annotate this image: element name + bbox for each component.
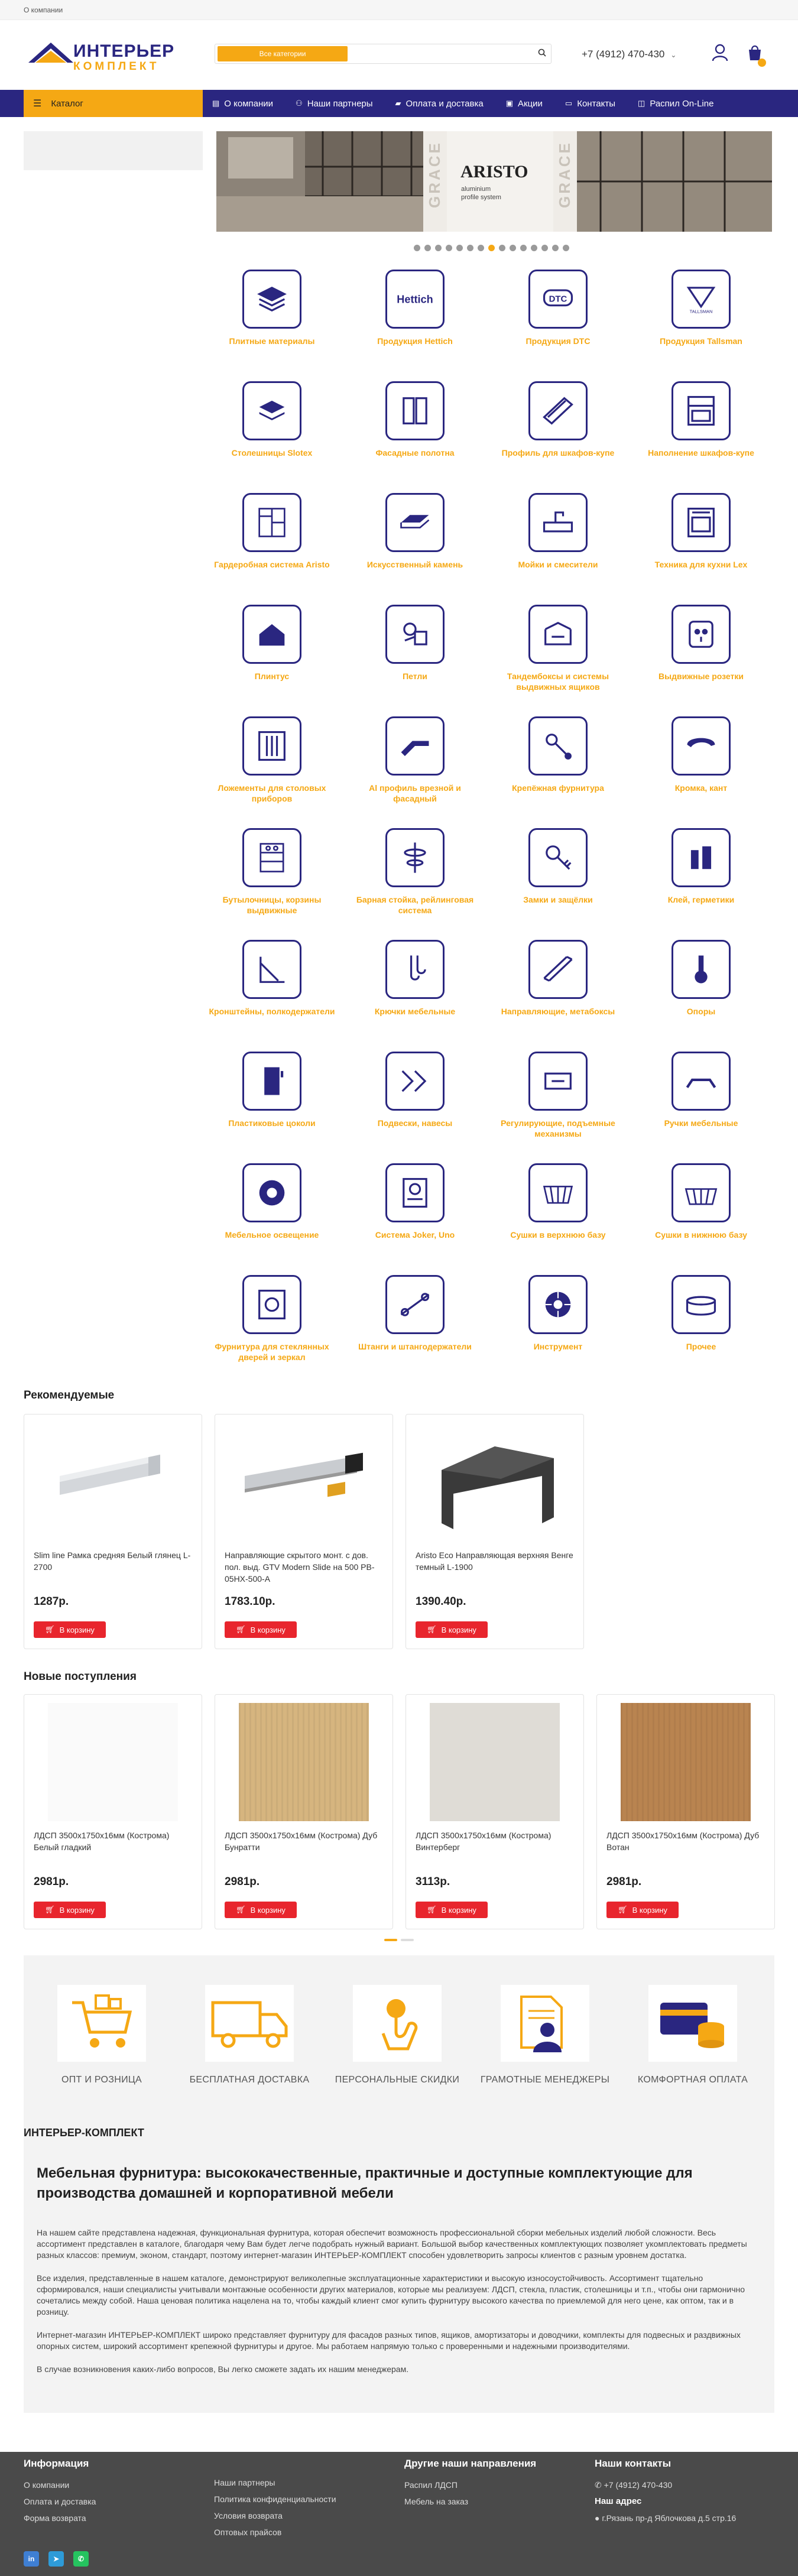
category-icon xyxy=(242,1275,301,1334)
advantage-icon xyxy=(648,1985,737,2062)
product-name[interactable]: ЛДСП 3500х1750х16мм (Кострома) Дуб Бунратти xyxy=(225,1831,378,1852)
slider-dot[interactable] xyxy=(456,245,463,251)
advantage-item xyxy=(179,1985,320,2085)
category-item[interactable] xyxy=(350,605,480,682)
slider-dot[interactable] xyxy=(401,1939,414,1941)
category-label: Штанги и штангодержатели xyxy=(358,1342,472,1351)
footer-address-title: Наш адрес xyxy=(595,2496,642,2506)
footer-link[interactable]: Мебель на заказ xyxy=(404,2497,469,2506)
category-icon xyxy=(528,716,588,776)
slider-dot[interactable] xyxy=(414,245,420,251)
banner-side-word-right: GRACE xyxy=(556,141,573,208)
footer-phone-text: +7 (4912) 470-430 xyxy=(604,2480,673,2490)
add-to-cart-label: В корзину xyxy=(441,1625,476,1634)
add-to-cart-button[interactable] xyxy=(416,1621,488,1638)
nav-label: Контакты xyxy=(577,98,616,109)
category-label: Мебельное освещение xyxy=(225,1230,319,1240)
advantage-icon xyxy=(205,1985,294,2062)
category-icon xyxy=(672,605,731,664)
slider-dot[interactable] xyxy=(499,245,505,251)
product-price: 1783.10р. xyxy=(225,1595,275,1608)
svg-text:Hettich: Hettich xyxy=(397,293,433,306)
category-label: Кромка, кант xyxy=(674,783,728,793)
category-icon xyxy=(242,940,301,999)
add-to-cart-label: В корзину xyxy=(59,1625,95,1634)
product-card[interactable] xyxy=(24,1694,202,1929)
footer-link[interactable]: Политика конфиденциальности xyxy=(214,2494,336,2504)
main-nav xyxy=(0,90,798,117)
product-card[interactable] xyxy=(215,1414,393,1649)
category-label: Плитные материалы xyxy=(229,336,315,346)
category-label: Регулирующие, подъемные механизмы xyxy=(501,1118,615,1138)
advantage-icon xyxy=(353,1985,442,2062)
about-paragraph: Интернет-магазин ИНТЕРЬЕР-КОМПЛЕКТ широко представляет фурнитуру для фасадов разных типов, ящиков, амортизаторы и доводчики, комплекты для подвесных и раздвижных опорных систем, широкий ассортимент крепежной фурнитуры и другое. Мы работаем напрямую только с проверенными и надежными производителями. xyxy=(37,2330,741,2351)
footer-link[interactable]: Оптовых прайсов xyxy=(214,2528,282,2537)
about-paragraph: На нашем сайте представлена надежная, функциональная фурнитура, которая обеспечит возможность профессиональной сборки мебельных изделий любой сложности. Весь ассортимент представлен в каталоге, благодаря чему Вам будет легче подобрать нужный вариант. Большой выбор качественных комплектующих позволяет укомплектовать предметы разных классов: премиум, эконом, стандарт, поэтому интернет-магазин ИНТЕРЬЕР-КОМПЛЕКТ способен удовлетворить запросы клиентов с разным уровнем достатка. xyxy=(37,2228,747,2260)
category-icon xyxy=(528,605,588,664)
category-item[interactable] xyxy=(636,270,766,346)
category-item[interactable] xyxy=(493,828,623,905)
footer-link[interactable]: О компании xyxy=(24,2480,70,2490)
category-label: Наполнение шкафов-купе xyxy=(648,448,754,458)
footer-contacts-column xyxy=(595,2458,736,2526)
category-icon xyxy=(672,940,731,999)
category-icon xyxy=(672,381,731,440)
category-icon xyxy=(385,716,445,776)
footer-address-text: г.Рязань пр-д Яблочкова д.5 стр.16 xyxy=(602,2513,737,2523)
cart-badge xyxy=(758,59,766,67)
search-bar xyxy=(215,44,552,64)
category-item[interactable] xyxy=(636,1275,766,1352)
category-item[interactable] xyxy=(350,828,480,916)
new-arrivals-pagination xyxy=(384,1939,417,1941)
advantage-item xyxy=(474,1985,616,2085)
advantage-label: КОМФОРТНАЯ ОПЛАТА xyxy=(637,2075,748,2085)
category-label: Фурнитура для стеклянных дверей и зеркал xyxy=(215,1342,329,1362)
add-to-cart-button[interactable] xyxy=(225,1902,297,1918)
category-label: Ложементы для столовых приборов xyxy=(218,783,326,803)
add-to-cart-label: В корзину xyxy=(250,1905,286,1915)
category-item[interactable] xyxy=(350,270,480,346)
category-item[interactable] xyxy=(493,381,623,458)
category-label: Продукция Hettich xyxy=(377,336,453,346)
product-name[interactable]: Slim line Рамка средняя Белый глянец L-2700 xyxy=(34,1550,191,1572)
category-item[interactable] xyxy=(207,940,337,1017)
nav-label: Оплата и доставка xyxy=(406,98,484,109)
category-label: Крючки мебельные xyxy=(374,1007,456,1016)
category-item[interactable] xyxy=(493,1275,623,1352)
catalog-button[interactable] xyxy=(24,90,203,117)
category-label: Фасадные полотна xyxy=(375,448,455,458)
social-links xyxy=(24,2551,98,2567)
nav-item-about[interactable] xyxy=(212,99,273,109)
product-price: 2981р. xyxy=(606,1876,642,1888)
footer-other-column xyxy=(404,2458,536,2510)
advantage-item xyxy=(326,1985,468,2085)
product-price: 1390.40р. xyxy=(416,1595,466,1608)
header-phone-text: +7 (4912) 470-430 xyxy=(582,48,665,60)
category-icon xyxy=(242,716,301,776)
category-icon xyxy=(242,1052,301,1111)
product-name[interactable]: ЛДСП 3500х1750х16мм (Кострома) Белый гладкий xyxy=(34,1831,170,1852)
top-strip xyxy=(0,0,798,20)
cart-icon: 🛒︎ xyxy=(618,1905,628,1914)
cart-icon: 🛒︎ xyxy=(427,1625,437,1634)
category-icon xyxy=(242,381,301,440)
add-to-cart-button[interactable] xyxy=(34,1621,106,1638)
about-block xyxy=(24,2148,774,2413)
sidebar-placeholder xyxy=(24,131,203,170)
slider-dot[interactable] xyxy=(478,245,484,251)
add-to-cart-button[interactable] xyxy=(416,1902,488,1918)
product-price: 2981р. xyxy=(34,1876,69,1888)
footer-phone[interactable] xyxy=(595,2477,736,2493)
category-icon xyxy=(385,1275,445,1334)
slider-dot[interactable] xyxy=(446,245,452,251)
product-image[interactable] xyxy=(418,1703,572,1821)
category-icon xyxy=(528,1275,588,1334)
add-to-cart-label: В корзину xyxy=(441,1905,476,1915)
about-paragraph: Все изделия, представленные в нашем каталоге, демонстрируют великолепные эксплуатационные характеристики и высокую износоустойчивость. Ассортимент тщательно сформировался, наши специалисты учитывали монтажные особенности других материалов, которые мы реализуем: ЛДСП, стекла, пластик, столешницы и т.п., чтобы они гармонично сочетались между собой. Наша ценовая политика нацелена на то, чтобы каждый клиент смог купить фурнитуру высокого качества по приемлемой для него цене, как оптом, так и в розницу. xyxy=(37,2273,745,2317)
product-image[interactable] xyxy=(227,1423,381,1541)
category-icon xyxy=(528,828,588,887)
category-item[interactable] xyxy=(493,493,623,570)
category-item[interactable] xyxy=(493,270,623,346)
category-icon xyxy=(672,1052,731,1111)
category-icon xyxy=(528,270,588,329)
product-name[interactable]: Направляющие скрытого монт. с дов. пол. выд. GTV Modern Slide на 500 PB-05HX-500-A xyxy=(225,1550,375,1584)
category-icon xyxy=(242,605,301,664)
advantage-item xyxy=(622,1985,764,2085)
contact-card-icon: ▭ xyxy=(565,99,573,108)
category-label: Мойки и смесители xyxy=(518,560,598,569)
footer-info-column xyxy=(24,2458,96,2526)
category-label: Крепёжная фурнитура xyxy=(512,783,604,793)
category-icon xyxy=(385,493,445,552)
add-to-cart-label: В корзину xyxy=(250,1625,286,1634)
category-label: Кронштейны, полкодержатели xyxy=(209,1007,335,1016)
category-label: Тандембоксы и системы выдвижных ящиков xyxy=(507,671,609,692)
search-category-select[interactable]: Все категории xyxy=(218,46,348,61)
slider-dot[interactable] xyxy=(520,245,527,251)
category-icon xyxy=(528,1163,588,1222)
catalog-label: Каталог xyxy=(51,98,83,109)
category-label: Продукция Tallsman xyxy=(660,336,742,346)
slider-dot[interactable] xyxy=(467,245,473,251)
top-about-link[interactable]: О компании xyxy=(24,5,63,14)
advantage-label: ОПТ И РОЗНИЦА xyxy=(61,2075,142,2085)
category-item[interactable] xyxy=(636,493,766,570)
product-image[interactable] xyxy=(227,1703,381,1821)
nav-label: Наши партнеры xyxy=(307,98,373,109)
category-label: Продукция DTC xyxy=(525,336,591,346)
category-item[interactable] xyxy=(350,716,480,804)
category-label: Гардеробная система Aristo xyxy=(214,560,330,569)
add-to-cart-label: В корзину xyxy=(632,1905,667,1915)
handshake-icon: ⚇ xyxy=(296,99,303,108)
product-image[interactable] xyxy=(36,1423,190,1541)
location-pin-icon: ● xyxy=(595,2513,602,2523)
footer-link[interactable]: Наши партнеры xyxy=(214,2478,275,2487)
product-card[interactable] xyxy=(406,1694,584,1929)
footer-address xyxy=(595,2510,736,2526)
nav-label: Распил On-Line xyxy=(650,98,714,109)
category-label: Система Joker, Uno xyxy=(375,1230,455,1240)
banner-tagline-2: profile system xyxy=(461,194,501,201)
category-item[interactable] xyxy=(350,940,480,1017)
product-card[interactable] xyxy=(215,1694,393,1929)
category-icon xyxy=(385,270,445,329)
about-heading: Мебельная фурнитура: высококачественные, практичные и доступные комплектующие для производства домашней и корпоративной мебели xyxy=(37,2165,693,2201)
category-label: Бутылочницы, корзины выдвижные xyxy=(222,895,322,915)
category-icon xyxy=(385,828,445,887)
product-price: 3113р. xyxy=(416,1876,450,1888)
category-label: Al профиль врезной и фасадный xyxy=(369,783,461,803)
category-icon xyxy=(385,381,445,440)
category-label: Пластиковые цоколи xyxy=(228,1118,316,1128)
category-item[interactable] xyxy=(350,1275,480,1352)
category-item[interactable] xyxy=(350,493,480,570)
product-price: 1287р. xyxy=(34,1595,69,1608)
menu-icon: ☰ xyxy=(33,99,42,109)
category-label: Профиль для шкафов-купе xyxy=(501,448,615,458)
slider-dot[interactable] xyxy=(424,245,431,251)
category-icon xyxy=(385,605,445,664)
nav-item-delivery[interactable] xyxy=(395,99,484,109)
category-icon xyxy=(242,828,301,887)
category-label: Прочее xyxy=(686,1342,716,1351)
saw-icon: ◫ xyxy=(638,99,645,108)
product-card[interactable] xyxy=(406,1414,584,1649)
cart-icon: 🛒︎ xyxy=(427,1905,437,1914)
recommended-title: Рекомендуемые xyxy=(24,1389,115,1401)
cart-icon[interactable] xyxy=(747,44,763,64)
category-icon xyxy=(672,1275,731,1334)
advantage-label: ГРАМОТНЫЕ МЕНЕДЖЕРЫ xyxy=(480,2075,610,2085)
footer-contacts-title: Наши контакты xyxy=(595,2458,672,2469)
category-icon xyxy=(672,716,731,776)
telegram-icon[interactable]: ➤ xyxy=(48,2551,64,2567)
about-section-title: ИНТЕРЬЕР-КОМПЛЕКТ xyxy=(24,2127,144,2139)
category-icon xyxy=(242,1163,301,1222)
category-icon xyxy=(528,1052,588,1111)
footer-other-title: Другие наши направления xyxy=(404,2458,537,2469)
category-icon xyxy=(528,940,588,999)
about-paragraph: В случае возникновения каких-либо вопросов, Вы легко сможете задать их нашим менеджерам. xyxy=(37,2364,409,2374)
footer xyxy=(0,2452,798,2576)
category-item[interactable] xyxy=(493,1163,623,1240)
add-to-cart-label: В корзину xyxy=(59,1905,95,1915)
search-icon[interactable] xyxy=(533,48,551,60)
category-icon xyxy=(528,493,588,552)
slider-dot-active[interactable] xyxy=(384,1939,397,1941)
add-to-cart-button[interactable] xyxy=(34,1902,106,1918)
category-item[interactable] xyxy=(207,716,337,804)
slider-dot-active[interactable] xyxy=(488,245,495,251)
footer-info-title: Информация xyxy=(24,2458,89,2469)
cart-icon: 🛒︎ xyxy=(236,1905,246,1914)
phone-icon: ✆ xyxy=(595,2480,604,2490)
category-item[interactable] xyxy=(207,270,337,346)
product-name[interactable]: ЛДСП 3500х1750х16мм (Кострома) Винтерберг xyxy=(416,1831,552,1852)
nav-item-cutting[interactable] xyxy=(638,99,713,109)
product-price: 2981р. xyxy=(225,1876,260,1888)
category-item[interactable] xyxy=(493,605,623,692)
header-phone[interactable] xyxy=(582,48,676,60)
category-item[interactable] xyxy=(636,940,766,1017)
hero-banner[interactable] xyxy=(216,131,772,232)
footer-link[interactable]: Оплата и доставка xyxy=(24,2497,96,2506)
add-to-cart-button[interactable] xyxy=(606,1902,679,1918)
logo[interactable] xyxy=(24,34,186,76)
category-item[interactable] xyxy=(350,1163,480,1240)
category-label: Плинтус xyxy=(254,671,290,681)
whatsapp-icon[interactable]: ✆ xyxy=(73,2551,89,2567)
product-image[interactable] xyxy=(418,1423,572,1541)
slider-dot[interactable] xyxy=(563,245,569,251)
banner-brand: ARISTO xyxy=(460,162,528,181)
category-icon xyxy=(242,270,301,329)
category-item[interactable] xyxy=(207,1275,337,1362)
slider-dot[interactable] xyxy=(435,245,442,251)
logo-roof-icon xyxy=(27,40,74,64)
cart-icon: 🛒︎ xyxy=(45,1905,55,1914)
category-item[interactable] xyxy=(207,828,337,916)
product-image[interactable] xyxy=(36,1703,190,1821)
category-label: Сушки в нижнюю базу xyxy=(655,1230,747,1240)
banner-tagline-1: aluminium xyxy=(461,186,491,193)
category-item[interactable] xyxy=(207,381,337,458)
category-item[interactable] xyxy=(636,716,766,793)
logo-text-top: ИНТЕРЬЕР xyxy=(73,41,175,61)
footer-link[interactable]: Условия возврата xyxy=(214,2511,283,2520)
category-icon xyxy=(385,1052,445,1111)
category-item[interactable] xyxy=(207,605,337,682)
advantage-label: БЕСПЛАТНАЯ ДОСТАВКА xyxy=(189,2075,310,2085)
nav-item-sales[interactable] xyxy=(506,99,543,109)
nav-label: Акции xyxy=(518,98,543,109)
category-label: Подвески, навесы xyxy=(377,1118,453,1128)
banner-pagination xyxy=(414,245,573,251)
category-item[interactable] xyxy=(636,605,766,682)
category-label: Искусственный камень xyxy=(366,560,463,569)
category-label: Опоры xyxy=(686,1007,716,1016)
svg-text:DTC: DTC xyxy=(549,294,567,304)
category-icon xyxy=(672,493,731,552)
category-label: Сушки в верхнюю базу xyxy=(510,1230,606,1240)
nav-item-contacts[interactable] xyxy=(565,99,615,109)
nav-item-partners[interactable] xyxy=(296,99,373,109)
header xyxy=(0,20,798,90)
category-label: Выдвижные розетки xyxy=(658,671,744,681)
vk-icon[interactable]: in xyxy=(24,2551,39,2567)
category-item[interactable] xyxy=(493,716,623,793)
user-icon[interactable] xyxy=(712,44,728,64)
category-icon xyxy=(242,493,301,552)
category-icon xyxy=(528,381,588,440)
product-card[interactable] xyxy=(596,1694,775,1929)
advantage-icon xyxy=(57,1985,146,2062)
product-image[interactable] xyxy=(609,1703,763,1821)
category-item[interactable] xyxy=(636,381,766,458)
category-item[interactable] xyxy=(636,828,766,905)
category-label: Направляющие, метабоксы xyxy=(501,1007,615,1016)
category-item[interactable] xyxy=(350,381,480,458)
product-card[interactable] xyxy=(24,1414,202,1649)
footer-link[interactable]: Распил ЛДСП xyxy=(404,2480,458,2490)
category-item[interactable] xyxy=(207,1052,337,1128)
category-label: Столешницы Slotex xyxy=(231,448,313,458)
category-item[interactable] xyxy=(636,1163,766,1240)
truck-icon: ▰ xyxy=(395,99,401,108)
category-label: Барная стойка, рейлинговая система xyxy=(356,895,474,915)
category-label: Клей, герметики xyxy=(667,895,735,904)
category-icon xyxy=(672,1163,731,1222)
slider-dot[interactable] xyxy=(541,245,548,251)
category-item[interactable] xyxy=(207,493,337,570)
category-label: Замки и защёлки xyxy=(523,895,593,904)
footer-link[interactable]: Форма возврата xyxy=(24,2513,86,2523)
banner-side-word-left: GRACE xyxy=(426,141,443,208)
gift-icon: ▣ xyxy=(505,99,513,108)
category-icon xyxy=(672,270,731,329)
footer-mid-column xyxy=(214,2474,336,2541)
product-name[interactable]: Aristo Eco Направляющая верхняя Венге темный L-1900 xyxy=(416,1550,573,1572)
nav-label: О компании xyxy=(224,98,274,109)
category-label: Ручки мебельные xyxy=(664,1118,738,1128)
advantage-label: ПЕРСОНАЛЬНЫЕ СКИДКИ xyxy=(335,2075,460,2085)
category-label: Инструмент xyxy=(533,1342,583,1351)
svg-text:TALLSMAN: TALLSMAN xyxy=(689,309,713,314)
slider-dot[interactable] xyxy=(552,245,559,251)
slider-dot[interactable] xyxy=(531,245,537,251)
slider-dot[interactable] xyxy=(510,245,516,251)
new-arrivals-title: Новые поступления xyxy=(24,1670,137,1683)
category-item[interactable] xyxy=(350,1052,480,1128)
logo-text-bottom: КОМПЛЕКТ xyxy=(73,60,160,73)
product-name[interactable]: ЛДСП 3500х1750х16мм (Кострома) Дуб Вотан xyxy=(606,1831,760,1852)
category-icon xyxy=(385,940,445,999)
category-item[interactable] xyxy=(493,940,623,1017)
advantage-item xyxy=(31,1985,173,2085)
cart-icon: 🛒︎ xyxy=(45,1625,55,1634)
cart-icon: 🛒︎ xyxy=(236,1625,246,1634)
category-label: Петли xyxy=(403,671,427,681)
category-item[interactable] xyxy=(636,1052,766,1128)
chevron-down-icon: ⌄ xyxy=(670,51,677,59)
category-label: Техника для кухни Lex xyxy=(654,560,748,569)
category-icon xyxy=(385,1163,445,1222)
category-item[interactable] xyxy=(493,1052,623,1139)
category-icon xyxy=(672,828,731,887)
add-to-cart-button[interactable] xyxy=(225,1621,297,1638)
advantage-icon xyxy=(501,1985,589,2062)
building-icon: ▤ xyxy=(212,99,220,108)
category-item[interactable] xyxy=(207,1163,337,1240)
